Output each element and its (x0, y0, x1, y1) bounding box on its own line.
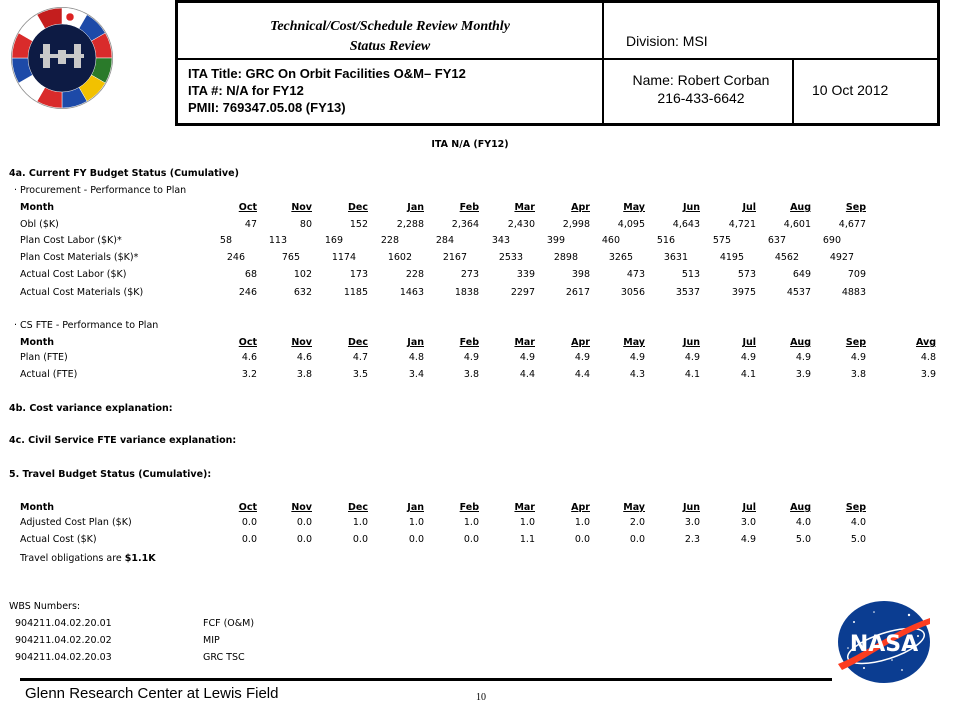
month-header-apr: Apr (571, 202, 590, 213)
table-cell: 2297 (510, 287, 535, 298)
month-header-oct: Oct (238, 337, 257, 348)
month-header-apr: Apr (571, 502, 590, 513)
table-cell: 246 (226, 252, 245, 263)
month-header-jan: Jan (407, 202, 424, 213)
table-cell: 4.0 (850, 517, 866, 528)
month-header-oct: Oct (238, 502, 257, 513)
row-label: Plan (FTE) (20, 352, 68, 363)
table-cell: 3056 (620, 287, 645, 298)
month-header-dec: Dec (348, 337, 368, 348)
table-cell: 4.6 (296, 352, 312, 363)
table-cell: 398 (571, 269, 590, 280)
table-cell: 4.9 (519, 352, 535, 363)
table-cell: 4,095 (617, 219, 645, 230)
table-cell: 1838 (454, 287, 479, 298)
table-cell-avg: 4.8 (920, 352, 936, 363)
division-label: Division: MSI (626, 33, 708, 49)
table-cell: 4,601 (783, 219, 811, 230)
table-cell: 4.9 (740, 352, 756, 363)
table-cell: 4.1 (684, 369, 700, 380)
table-cell: 4.8 (408, 352, 424, 363)
month-header-jun: Jun (682, 502, 700, 513)
table-cell: 0.0 (463, 534, 479, 545)
row-label: Actual Cost ($K) (20, 534, 97, 545)
table-cell: 2617 (565, 287, 590, 298)
month-header-dec: Dec (348, 202, 368, 213)
month-header-jul: Jul (742, 202, 756, 213)
table-cell: 273 (460, 269, 479, 280)
ita-subtitle: ITA N/A (FY12) (431, 139, 509, 150)
month-header-jul: Jul (742, 337, 756, 348)
table-cell: 4.4 (519, 369, 535, 380)
table-cell: 690 (822, 235, 841, 246)
table-cell: 4.9 (574, 352, 590, 363)
table-cell: 4927 (829, 252, 854, 263)
table-cell: 58 (219, 235, 232, 246)
wbs-title: WBS Numbers: (9, 601, 81, 612)
table-cell: 709 (847, 269, 866, 280)
table-cell: 0.0 (296, 534, 312, 545)
table-cell: 575 (712, 235, 731, 246)
footer-divider (20, 678, 832, 681)
table-cell: 460 (601, 235, 620, 246)
month-header-jun: Jun (682, 337, 700, 348)
fte-bullet: · CS FTE - Performance to Plan (14, 320, 159, 331)
header-box (175, 0, 940, 126)
table-cell: 4.9 (463, 352, 479, 363)
month-header-mar: Mar (514, 202, 535, 213)
section-4b-title: 4b. Cost variance explanation: (9, 403, 173, 414)
table-cell: 3.8 (296, 369, 312, 380)
table-cell: 3975 (731, 287, 756, 298)
table-cell: 4,677 (838, 219, 866, 230)
month-header-feb: Feb (459, 202, 479, 213)
table-cell: 4,721 (728, 219, 756, 230)
table-cell: 1.0 (519, 517, 535, 528)
table-cell: 343 (491, 235, 510, 246)
month-header-mar: Mar (514, 337, 535, 348)
month-header-feb: Feb (459, 337, 479, 348)
month-header-nov: Nov (291, 202, 312, 213)
wbs-name: FCF (O&M) (203, 618, 255, 629)
table-cell: 4.7 (352, 352, 368, 363)
procurement-bullet: · Procurement - Performance to Plan (14, 185, 187, 196)
table-cell: 399 (546, 235, 565, 246)
table-cell: 513 (681, 269, 700, 280)
table-cell: 2898 (553, 252, 578, 263)
table-cell: 3.0 (740, 517, 756, 528)
wbs-number: 904211.04.02.20.03 (15, 652, 112, 663)
table-cell: 0.0 (408, 534, 424, 545)
pmii-number: PMII: 769347.05.08 (FY13) (188, 100, 346, 115)
nasa-meatball-logo (834, 600, 934, 684)
table-cell: 4.9 (850, 352, 866, 363)
month-header-sep: Sep (845, 337, 866, 348)
table-cell: 339 (516, 269, 535, 280)
center-name: Glenn Research Center at Lewis Field (25, 685, 279, 702)
page-number: 10 (476, 692, 486, 703)
table-cell: 573 (737, 269, 756, 280)
table-cell: 228 (380, 235, 399, 246)
table-cell: 1463 (399, 287, 424, 298)
month-header-label: Month (20, 202, 55, 213)
table-cell: 4.4 (574, 369, 590, 380)
table-cell: 4.6 (241, 352, 257, 363)
table-cell: 637 (767, 235, 786, 246)
table-cell: 284 (435, 235, 454, 246)
wbs-name: GRC TSC (203, 652, 245, 663)
month-header-may: May (623, 337, 645, 348)
review-title (178, 17, 602, 57)
table-cell: 5.0 (795, 534, 811, 545)
table-cell: 3.8 (463, 369, 479, 380)
table-cell: 0.0 (352, 534, 368, 545)
month-header-dec: Dec (348, 502, 368, 513)
table-cell: 4537 (786, 287, 811, 298)
ita-info (188, 65, 466, 116)
month-header-jun: Jun (682, 202, 700, 213)
wbs-name: MIP (203, 635, 220, 646)
month-header-apr: Apr (571, 337, 590, 348)
section-4c-title: 4c. Civil Service FTE variance explanation: (9, 435, 237, 446)
month-header-aug: Aug (790, 337, 811, 348)
table-cell: 152 (349, 219, 368, 230)
table-cell: 4.9 (684, 352, 700, 363)
table-cell: 1185 (343, 287, 368, 298)
table-cell: 2,288 (396, 219, 424, 230)
table-cell: 0.0 (241, 534, 257, 545)
table-cell: 0.0 (241, 517, 257, 528)
table-cell: 4195 (719, 252, 744, 263)
table-cell: 169 (324, 235, 343, 246)
row-label: Actual Cost Materials ($K) (20, 287, 144, 298)
table-cell-avg: 3.9 (920, 369, 936, 380)
table-cell: 1174 (331, 252, 356, 263)
table-cell: 3.2 (241, 369, 257, 380)
month-header-may: May (623, 202, 645, 213)
table-cell: 3.8 (850, 369, 866, 380)
row-label: Plan Cost Materials ($K)* (20, 252, 139, 263)
report-date: 10 Oct 2012 (812, 82, 889, 98)
review-title-line-1: Technical/Cost/Schedule Review Monthly (270, 19, 510, 34)
month-header-avg: Avg (915, 337, 936, 348)
table-cell: 4.9 (740, 534, 756, 545)
table-cell: 3.5 (352, 369, 368, 380)
wbs-number: 904211.04.02.20.02 (15, 635, 112, 646)
table-cell: 4562 (774, 252, 799, 263)
month-header-oct: Oct (238, 202, 257, 213)
review-title-line-2: Status Review (349, 39, 431, 54)
table-cell: 649 (792, 269, 811, 280)
section-4a-title: 4a. Current FY Budget Status (Cumulative) (9, 168, 239, 179)
wbs-number: 904211.04.02.20.01 (15, 618, 112, 629)
table-cell: 0.0 (296, 517, 312, 528)
contact-info (616, 71, 786, 107)
table-cell: 0.0 (574, 534, 590, 545)
table-cell: 4.3 (629, 369, 645, 380)
table-cell: 1.0 (408, 517, 424, 528)
table-cell: 3.4 (408, 369, 424, 380)
row-label: Actual (FTE) (20, 369, 78, 380)
table-cell: 4.1 (740, 369, 756, 380)
table-cell: 68 (244, 269, 257, 280)
table-cell: 3.0 (684, 517, 700, 528)
table-cell: 47 (244, 219, 257, 230)
contact-phone: 216-433-6642 (657, 90, 745, 106)
table-cell: 1.0 (574, 517, 590, 528)
table-cell: 473 (626, 269, 645, 280)
table-cell: 80 (299, 219, 312, 230)
table-cell: 102 (293, 269, 312, 280)
table-cell: 3631 (663, 252, 688, 263)
table-cell: 2,430 (507, 219, 535, 230)
table-cell: 1.0 (352, 517, 368, 528)
table-cell: 516 (656, 235, 675, 246)
table-cell: 4.9 (795, 352, 811, 363)
travel-note-value: $1.1K (124, 553, 156, 564)
month-header-label: Month (20, 502, 55, 513)
month-header-feb: Feb (459, 502, 479, 513)
table-cell: 2533 (498, 252, 523, 263)
row-label: Actual Cost Labor ($K) (20, 269, 127, 280)
table-cell: 1602 (387, 252, 412, 263)
table-cell: 3537 (675, 287, 700, 298)
travel-obligations-note (20, 553, 156, 564)
month-header-sep: Sep (845, 202, 866, 213)
table-cell: 2.0 (629, 517, 645, 528)
table-cell: 0.0 (629, 534, 645, 545)
travel-note-prefix: Travel obligations are (20, 553, 125, 564)
table-cell: 1.1 (519, 534, 535, 545)
table-cell: 765 (281, 252, 300, 263)
month-header-jan: Jan (407, 337, 424, 348)
month-header-nov: Nov (291, 337, 312, 348)
row-label: Obl ($K) (20, 219, 59, 230)
ita-number: ITA #: N/A for FY12 (188, 83, 304, 98)
contact-name: Name: Robert Corban (632, 72, 770, 88)
section-5-title: 5. Travel Budget Status (Cumulative): (9, 469, 212, 480)
table-cell: 173 (349, 269, 368, 280)
table-cell: 2,998 (562, 219, 590, 230)
table-cell: 3.9 (795, 369, 811, 380)
table-cell: 632 (293, 287, 312, 298)
month-header-label: Month (20, 337, 55, 348)
month-header-mar: Mar (514, 502, 535, 513)
month-header-aug: Aug (790, 202, 811, 213)
month-header-may: May (623, 502, 645, 513)
table-cell: 3265 (608, 252, 633, 263)
month-header-jan: Jan (407, 502, 424, 513)
table-cell: 4883 (841, 287, 866, 298)
month-header-sep: Sep (845, 502, 866, 513)
table-cell: 113 (268, 235, 287, 246)
table-cell: 2.3 (684, 534, 700, 545)
table-cell: 4.9 (629, 352, 645, 363)
ita-title: ITA Title: GRC On Orbit Facilities O&M– FY12 (188, 66, 466, 81)
svg-text:NASA: NASA (849, 632, 919, 657)
month-header-aug: Aug (790, 502, 811, 513)
table-cell: 4.0 (795, 517, 811, 528)
table-cell: 4,643 (672, 219, 700, 230)
row-label: Adjusted Cost Plan ($K) (20, 517, 132, 528)
table-cell: 2,364 (451, 219, 479, 230)
iss-program-patch-icon (10, 6, 114, 110)
table-cell: 5.0 (850, 534, 866, 545)
row-label: Plan Cost Labor ($K)* (20, 235, 122, 246)
month-header-jul: Jul (742, 502, 756, 513)
table-cell: 2167 (442, 252, 467, 263)
month-header-nov: Nov (291, 502, 312, 513)
table-cell: 228 (405, 269, 424, 280)
table-cell: 246 (238, 287, 257, 298)
table-cell: 1.0 (463, 517, 479, 528)
